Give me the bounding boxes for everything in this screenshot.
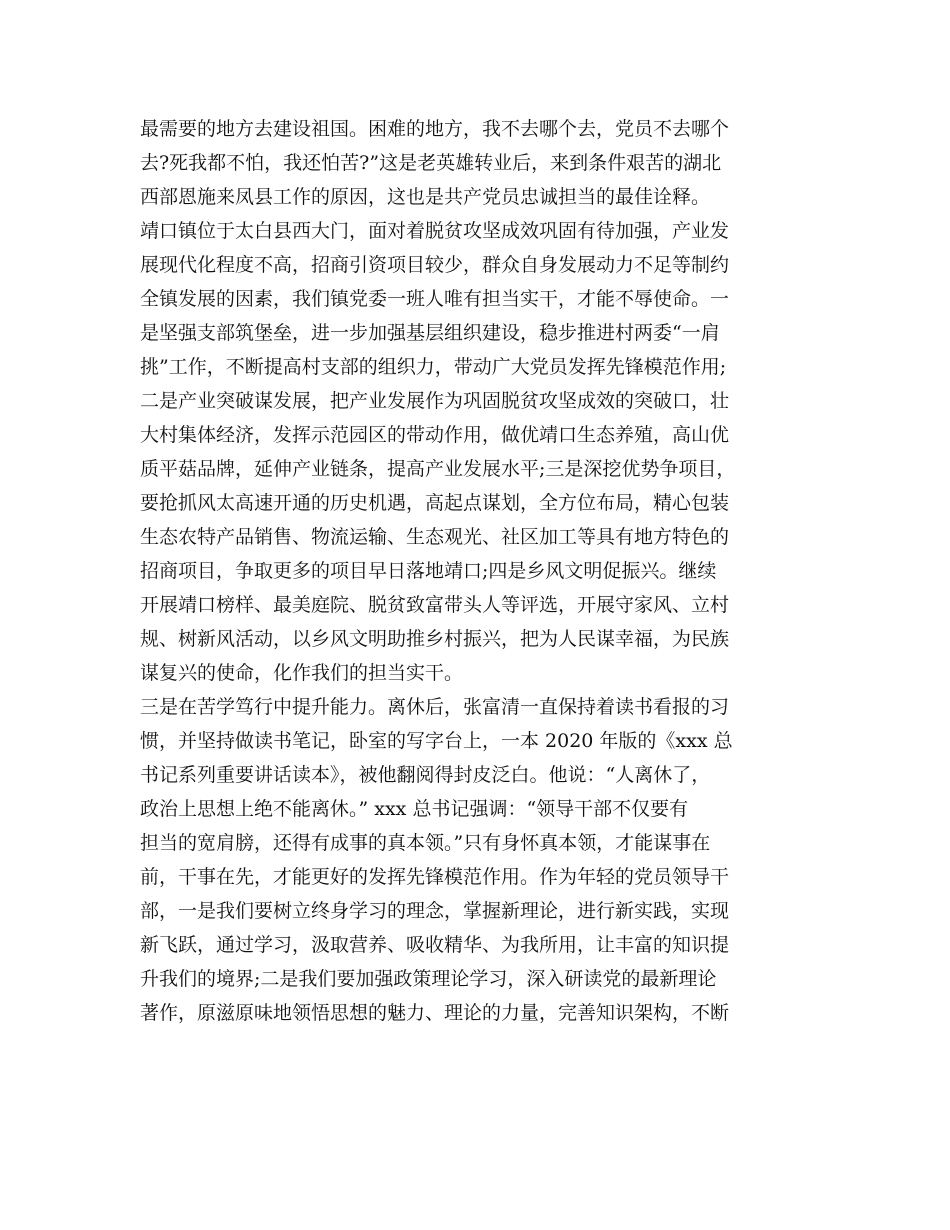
text-line: 开展靖口榜样、最美庭院、脱贫致富带头人等评选，开展守家风、立村 [140, 594, 730, 616]
text-line: 书记系列重要讲话读本》，被他翻阅得封皮泛白。他说：“人离休了， [140, 764, 711, 786]
body-text [140, 112, 830, 1030]
text-line: 西部恩施来凤县工作的原因，这也是共产党员忠诚担当的最佳诠释。 [140, 186, 711, 208]
text-line: 招商项目，争取更多的项目早日落地靖口;四是乡风文明促振兴。继续 [140, 560, 717, 582]
text-line: 最需要的地方去建设祖国。困难的地方，我不去哪个去，党员不去哪个 [140, 118, 730, 140]
text-line: 政治上思想上绝不能离休。” xxx 总书记强调：“领导干部不仅要有 [140, 798, 689, 820]
text-line: 著作，原滋原味地领悟思想的魅力、理论的力量，完善知识架构，不断 [140, 1002, 730, 1024]
text-line: 前，干事在先，才能更好的发挥先锋模范作用。作为年轻的党员领导干 [140, 866, 730, 888]
text-line: 三是在苦学笃行中提升能力。离休后，张富清一直保持着读书看报的习 [140, 696, 730, 718]
text-line: 展现代化程度不高，招商引资项目较少，群众自身发展动力不足等制约 [140, 254, 730, 276]
text-line: 质平菇品牌，延伸产业链条，提高产业发展水平;三是深挖优势争项目， [140, 458, 736, 480]
text-line: 二是产业突破谋发展，把产业发展作为巩固脱贫攻坚成效的突破口，壮 [140, 390, 730, 412]
text-line: 部，一是我们要树立终身学习的理念，掌握新理论，进行新实践，实现 [140, 900, 730, 922]
text-line: 升我们的境界;二是我们要加强政策理论学习，深入研读党的最新理论 [140, 968, 717, 990]
text-line: 大村集体经济，发挥示范园区的带动作用，做优靖口生态养殖，高山优 [140, 424, 730, 446]
text-line: 生态农特产品销售、物流运输、生态观光、社区加工等具有地方特色的 [140, 526, 730, 548]
text-line: 规、树新风活动，以乡风文明助推乡村振兴，把为人民谋幸福，为民族 [140, 628, 730, 650]
text-line: 全镇发展的因素，我们镇党委一班人唯有担当实干，才能不辱使命。一 [140, 288, 730, 310]
text-line: 是坚强支部筑堡垒，进一步加强基层组织建设，稳步推进村两委“一肩 [140, 322, 720, 344]
text-line: 担当的宽肩膀，还得有成事的真本领。”只有身怀真本领，才能谋事在 [140, 832, 711, 854]
text-line: 要抢抓风太高速开通的历史机遇，高起点谋划，全方位布局，精心包装 [140, 492, 730, 514]
text-line: 新飞跃，通过学习，汲取营养、吸收精华、为我所用，让丰富的知识提 [140, 934, 730, 956]
text-line: 惯，并坚持做读书笔记，卧室的写字台上，一本 2020 年版的《xxx 总 [140, 730, 733, 752]
text-line: 靖口镇位于太白县西大门，面对着脱贫攻坚成效巩固有待加强，产业发 [140, 220, 730, 242]
text-line: 谋复兴的使命，化作我们的担当实干。 [140, 662, 464, 684]
text-line: 挑”工作，不断提高村支部的组织力，带动广大党员发挥先锋模范作用; [140, 356, 727, 378]
text-line: 去?死我都不怕，我还怕苦?”这是老英雄转业后，来到条件艰苦的湖北 [140, 152, 722, 174]
